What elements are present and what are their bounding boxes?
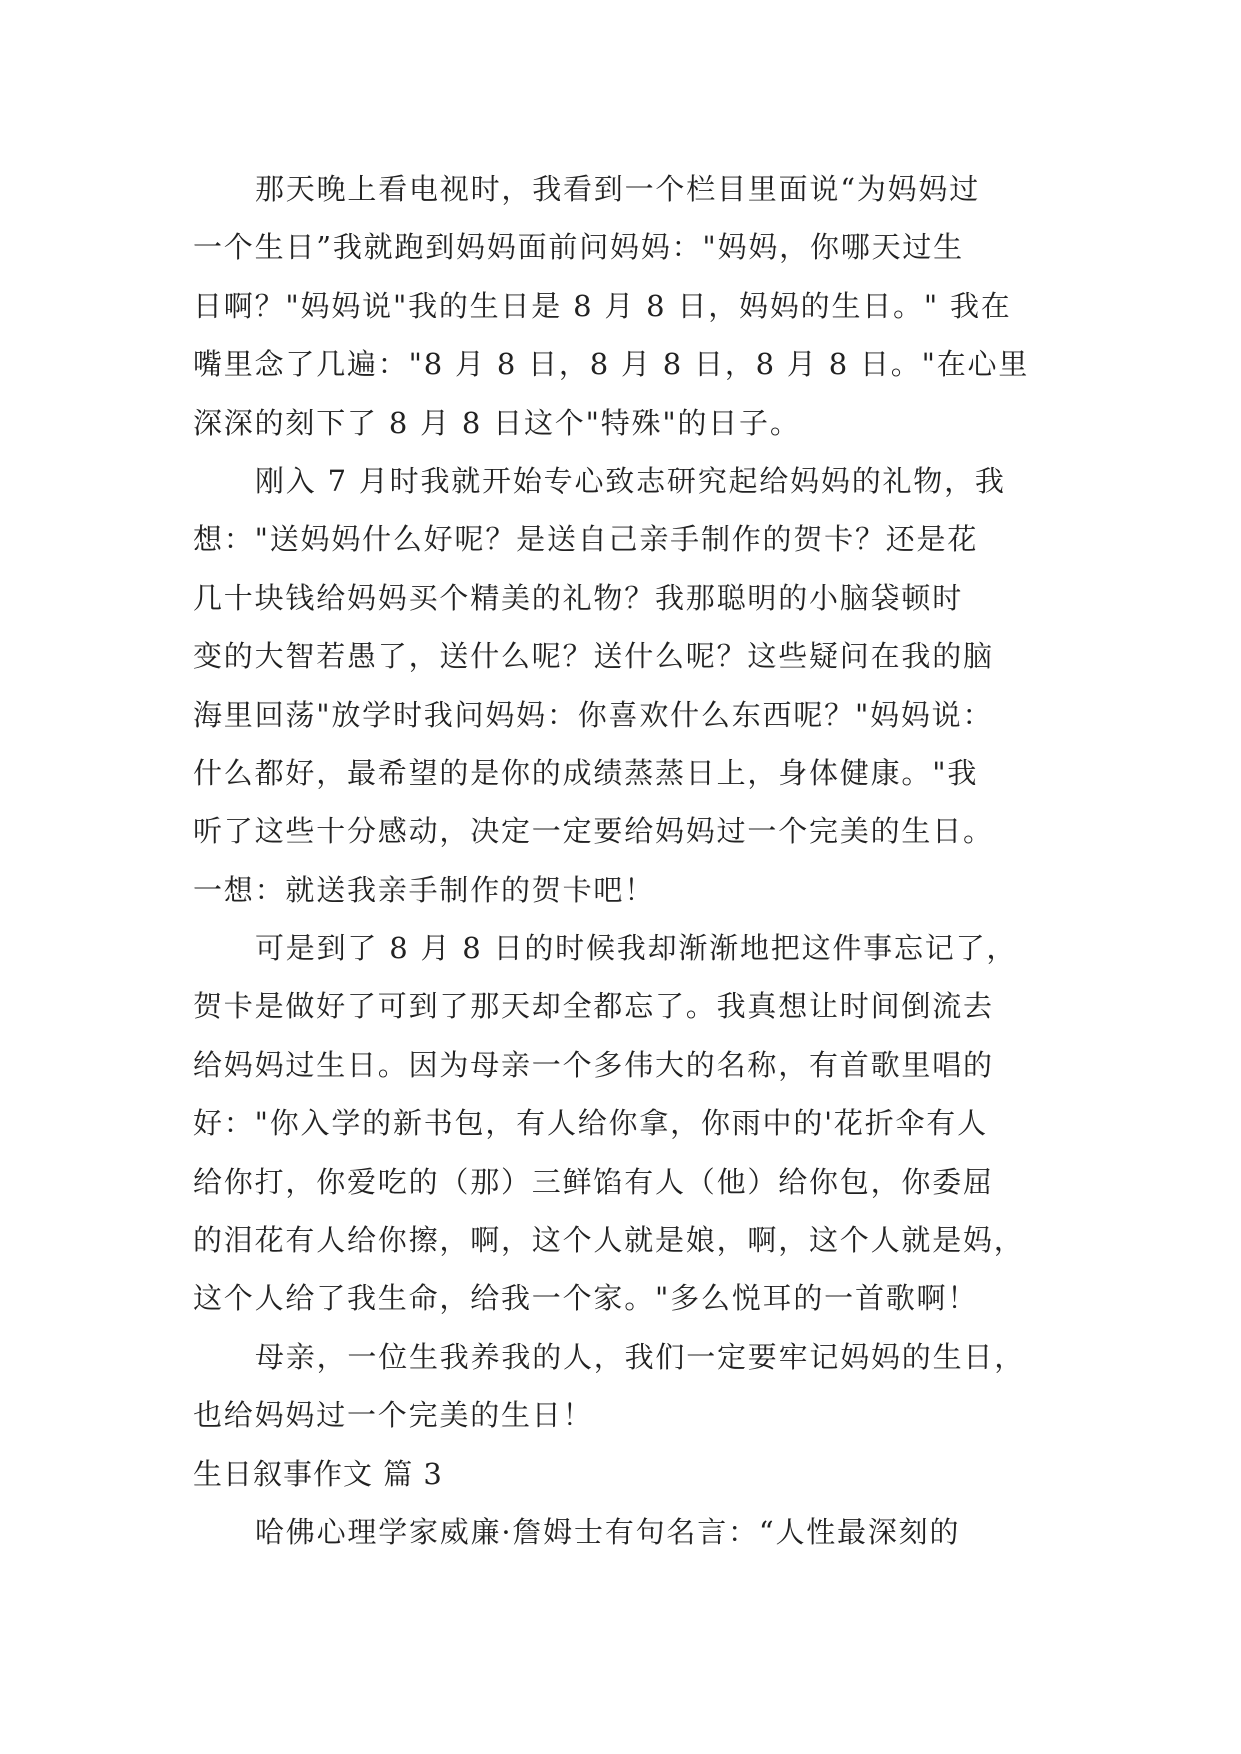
text-line: 刚入 7 月时我就开始专心致志研究起给妈妈的礼物，我 [255,463,1006,498]
text-line: 想："送妈妈什么好呢？是送自己亲手制作的贺卡？还是花 [193,522,979,557]
section-heading: 生日叙事作文 篇 3 [193,1456,443,1491]
paragraph [193,160,1063,452]
text-line: 嘴里念了几遍："8 月 8 日，8 月 8 日，8 月 8 日。"在心里 [193,347,1030,382]
text-line: 这个人给了我生命，给我一个家。"多么悦耳的一首歌啊！ [193,1281,979,1316]
paragraph [193,452,1063,919]
text-line: 哈佛心理学家威廉·詹姆士有句名言：“人性最深刻的 [255,1514,961,1549]
text-line: 也给妈妈过一个完美的生日！ [193,1398,594,1433]
paragraph [193,1328,1063,1445]
text-line: 深深的刻下了 8 月 8 日这个"特殊"的日子。 [193,405,801,440]
text-line: 母亲，一位生我养我的人，我们一定要牢记妈妈的生日， [255,1339,1026,1374]
text-line: 几十块钱给妈妈买个精美的礼物？我那聪明的小脑袋顿时 [193,580,964,615]
text-line: 变的大智若愚了，送什么呢？送什么呢？这些疑问在我的脑 [193,639,994,674]
text-line: 给妈妈过生日。因为母亲一个多伟大的名称，有首歌里唱的 [193,1047,994,1082]
text-line: 一个生日”我就跑到妈妈面前问妈妈："妈妈，你哪天过生 [193,230,964,265]
text-line: 好："你入学的新书包，有人给你拿，你雨中的'花折伞有人 [193,1106,988,1141]
text-line: 给你打，你爱吃的（那）三鲜馅有人（他）给你包，你委屈 [193,1164,994,1199]
text-line: 海里回荡"放学时我问妈妈：你喜欢什么东西呢？"妈妈说： [193,697,994,732]
text-line: 日啊？"妈妈说"我的生日是 8 月 8 日，妈妈的生日。" 我在 [193,288,1012,323]
text-line: 那天晚上看电视时，我看到一个栏目里面说“为妈妈过 [255,172,981,206]
paragraph [193,919,1063,1328]
text-line: 听了这些十分感动，决定一定要给妈妈过一个完美的生日。 [193,814,994,849]
document-body [193,160,1063,1561]
text-line: 的泪花有人给你擦，啊，这个人就是娘，啊，这个人就是妈， [193,1223,1025,1258]
text-line: 可是到了 8 月 8 日的时候我却渐渐地把这件事忘记了， [255,931,1018,966]
text-line: 一想：就送我亲手制作的贺卡吧！ [193,872,656,907]
paragraph [193,1503,1063,1561]
text-line: 贺卡是做好了可到了那天却全都忘了。我真想让时间倒流去 [193,989,994,1024]
text-line: 什么都好，最希望的是你的成绩蒸蒸日上，身体健康。"我 [193,755,979,790]
